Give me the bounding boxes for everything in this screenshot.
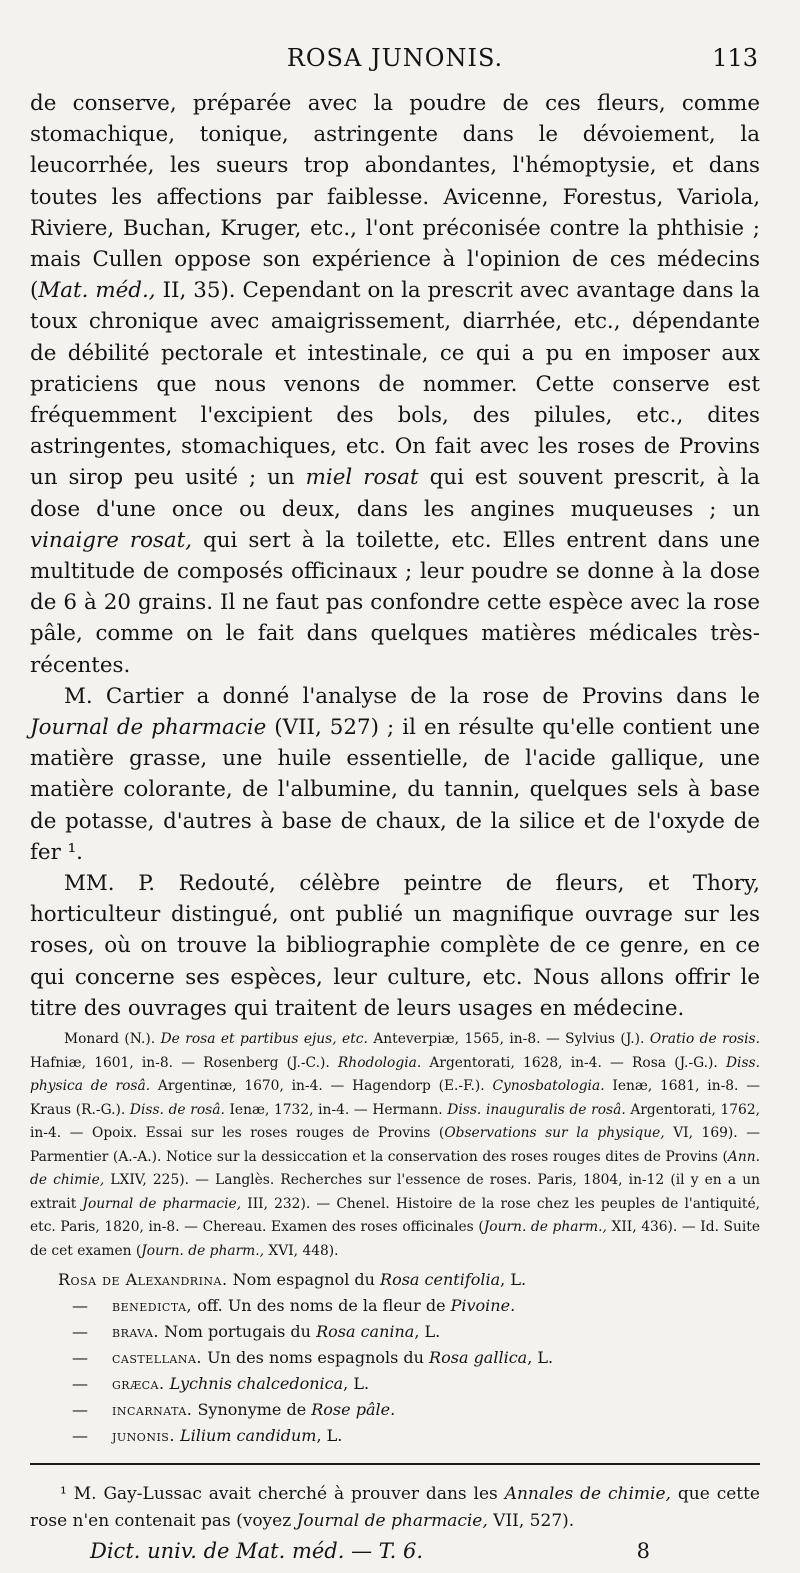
- synonym-latin: Rose pâle.: [311, 1400, 396, 1420]
- synonym-entry: [30, 1293, 760, 1319]
- synonym-name: junonis.: [112, 1426, 175, 1446]
- synonym-dash: —: [72, 1348, 88, 1368]
- italic-run: Diss. de rosâ.: [129, 1101, 225, 1118]
- text-run: que cette rose n'en contenait pas (voyez: [30, 1484, 760, 1532]
- synonym-entry: [30, 1267, 760, 1293]
- running-title: ROSA JUNONIS.: [286, 44, 504, 72]
- text-run: Ienæ, 1732, in-4. — Hermann.: [224, 1101, 448, 1118]
- text-run: VII, 527).: [487, 1511, 575, 1532]
- italic-run: miel rosat: [305, 465, 419, 491]
- bibliography: [30, 1028, 760, 1263]
- italic-run: Cynosbatologia.: [492, 1078, 605, 1095]
- synonym-name: Rosa de Alexandrina.: [58, 1270, 228, 1290]
- italic-run: Ann. de chimie,: [30, 1148, 760, 1189]
- paragraph-1: [30, 88, 760, 681]
- italic-run: Journ. de pharm.,: [483, 1219, 607, 1236]
- italic-run: Rhodologia.: [337, 1054, 422, 1071]
- synonym-latin: Rosa gallica: [429, 1348, 528, 1368]
- text-run: Argentinæ, 1670, in-4. — Hagendorp (E.-F.).: [150, 1078, 493, 1095]
- italic-run: Observations sur la physique,: [444, 1125, 665, 1142]
- synonym-name: brava.: [112, 1322, 159, 1342]
- synonym-list: [30, 1267, 760, 1449]
- synonym-dash: —: [72, 1374, 88, 1394]
- page-number: 113: [712, 44, 758, 72]
- synonym-desc: Nom espagnol du: [227, 1270, 381, 1290]
- paragraph-2: [30, 681, 760, 868]
- synonym-name: benedicta,: [112, 1296, 193, 1316]
- footnote: [30, 1481, 760, 1535]
- synonym-tail: , L.: [343, 1374, 370, 1394]
- synonym-desc: Nom portugais du: [159, 1322, 317, 1342]
- synonym-name: incarnata.: [112, 1400, 193, 1420]
- text-run: qui sert à la toilette, etc. Elles entrent dans une multitude de composés officinaux ; leur poudre se donne à la dose de 6 à 20 grains. Il ne faut pas confondre cette espèce avec la rose pâle, comme on le fait dans quelques matières médicales très-récentes.: [30, 527, 760, 678]
- synonym-desc: Un des noms espagnols du: [201, 1348, 430, 1368]
- synonym-entry: [30, 1397, 760, 1423]
- italic-run: Diss. physica de rosâ.: [30, 1054, 761, 1095]
- synonym-latin: Pivoine.: [450, 1296, 516, 1316]
- italic-run: Journ. de pharm.,: [141, 1242, 265, 1259]
- text-run: de conserve, préparée avec la poudre de ces fleurs, comme stomachique, tonique, astringente dans le dévoiement, la leucorrhée, les sueurs trop abondantes, l'hémoptysie, et dans toutes les affections par faiblesse. Avicenne, Forestus, Variola, Riviere, Buchan, Kruger, etc., l'ont préconisée contre la phthisie ; mais Cullen oppose son expérience à l'opinion de ces médecins (: [30, 91, 760, 304]
- text-run: qui est souvent prescrit, à la dose d'une once ou deux, dans les angines muqueuses ; un: [30, 465, 761, 522]
- signature-text: Dict. univ. de Mat. méd. — T. 6.: [90, 1539, 424, 1564]
- synonym-name: græca.: [112, 1374, 165, 1394]
- italic-run: Journal de pharmacie: [30, 715, 267, 741]
- synonym-desc: Synonyme de: [192, 1400, 312, 1420]
- text-run: M. Cartier a donné l'analyse de la rose de Provins dans le: [64, 683, 760, 709]
- text-run: VI, 169). — Parmentier (A.-A.). Notice sur la dessiccation et la conservation des roses rouges dites de Provins (: [30, 1125, 760, 1165]
- text-run: Argentorati, 1628, in-4. — Rosa (J.-G.).: [421, 1054, 726, 1071]
- synonym-desc: off. Un des noms de la fleur de: [192, 1296, 451, 1316]
- footnote-rule: [30, 1463, 760, 1465]
- synonym-name: castellana.: [112, 1348, 202, 1368]
- text-run: ¹ M. Gay-Lussac avait cherché à prouver dans les: [60, 1484, 505, 1505]
- synonym-tail: , L.: [527, 1348, 554, 1368]
- text-run: II, 35). Cependant on la prescrit avec avantage dans la toux chronique avec amaigrissement, diarrhée, etc., dépendante de débilité pectorale et intestinale, ce qui a pu en imposer aux praticiens que nous venons de nommer. Cette conserve est fréquemment l'excipient des bols, des pilules, etc., dites astringentes, stomachiques, etc. On fait avec les roses de Provins un sirop peu usité ; un: [30, 278, 760, 491]
- text-run: Monard (N.).: [64, 1031, 161, 1048]
- synonym-entry: [30, 1371, 760, 1397]
- synonym-dash: —: [72, 1400, 88, 1420]
- synonym-tail: , L.: [316, 1426, 343, 1446]
- synonym-dash: —: [72, 1426, 88, 1446]
- text-run: Hafniæ, 1601, in-8. — Rosenberg (J.-C.).: [30, 1054, 338, 1071]
- text-run: XII, 436). — Id. Suite de cet examen (: [30, 1219, 761, 1259]
- synonym-tail: , L.: [500, 1270, 527, 1290]
- italic-run: Diss. inauguralis de rosâ.: [447, 1101, 626, 1118]
- text-run: (VII, 527) ; il en résulte qu'elle contient une matière grasse, une huile essentielle, de l'acide gallique, une matière colorante, de l'albumine, du tannin, quelques sels à base de potasse, d'autres à base de chaux, de la silice et de l'oxyde de fer ¹.: [30, 715, 760, 865]
- text-run: Anteverpiæ, 1565, in-8. — Sylvius (J.).: [367, 1031, 650, 1048]
- italic-run: De rosa et partibus ejus, etc.: [160, 1031, 368, 1048]
- italic-run: Journal de pharmacie,: [82, 1195, 242, 1212]
- synonym-entry: [30, 1423, 760, 1449]
- synonym-latin: Lychnis chalcedonica: [169, 1374, 344, 1394]
- text-run: LXIV, 225). — Langlès. Recherches sur l'essence de roses. Paris, 1804, in-12 (il y en a un extrait: [30, 1172, 760, 1212]
- synonym-dash: —: [72, 1296, 88, 1316]
- synonym-latin: Rosa centifolia: [380, 1270, 501, 1290]
- synonym-latin: Lilium candidum: [180, 1426, 317, 1446]
- italic-run: Journal de pharmacie,: [296, 1511, 488, 1532]
- page-header: [30, 38, 760, 88]
- text-run: XVI, 448).: [264, 1242, 339, 1259]
- text-run: Argentorati, 1762, in-4. — Opoix. Essai sur les roses rouges de Provins (: [30, 1101, 760, 1142]
- italic-run: Mat. méd.,: [38, 278, 156, 304]
- body-text: [30, 88, 760, 1024]
- italic-run: Annales de chimie,: [504, 1484, 671, 1505]
- signature-number: 8: [636, 1539, 650, 1564]
- text-run: III, 232). — Chenel. Histoire de la rose chez les peuples de l'antiquité, etc. Paris, 1820, in-8. — Chereau. Examen des roses officinales (: [30, 1195, 760, 1236]
- synonym-entry: [30, 1319, 760, 1345]
- signature-line: [30, 1539, 760, 1573]
- synonym-entry: [30, 1345, 760, 1371]
- synonym-tail: , L.: [414, 1322, 441, 1342]
- text-run: Ienæ, 1681, in-8. — Kraus (R.-G.).: [30, 1078, 760, 1118]
- paragraph-3: MM. P. Redouté, célèbre peintre de fleurs, et Thory, horticulteur distingué, ont publié un magnifique ouvrage sur les roses, où on trouve la bibliographie complète de ce genre, en ce qui concerne ses espèces, leur culture, etc. Nous allons offrir le titre des ouvrages qui traitent de leurs usages en médecine.: [30, 871, 760, 1021]
- italic-run: vinaigre rosat,: [30, 527, 193, 553]
- synonym-latin: Rosa canina: [316, 1322, 415, 1342]
- synonym-dash: —: [72, 1322, 88, 1342]
- italic-run: Oratio de rosis.: [649, 1031, 760, 1048]
